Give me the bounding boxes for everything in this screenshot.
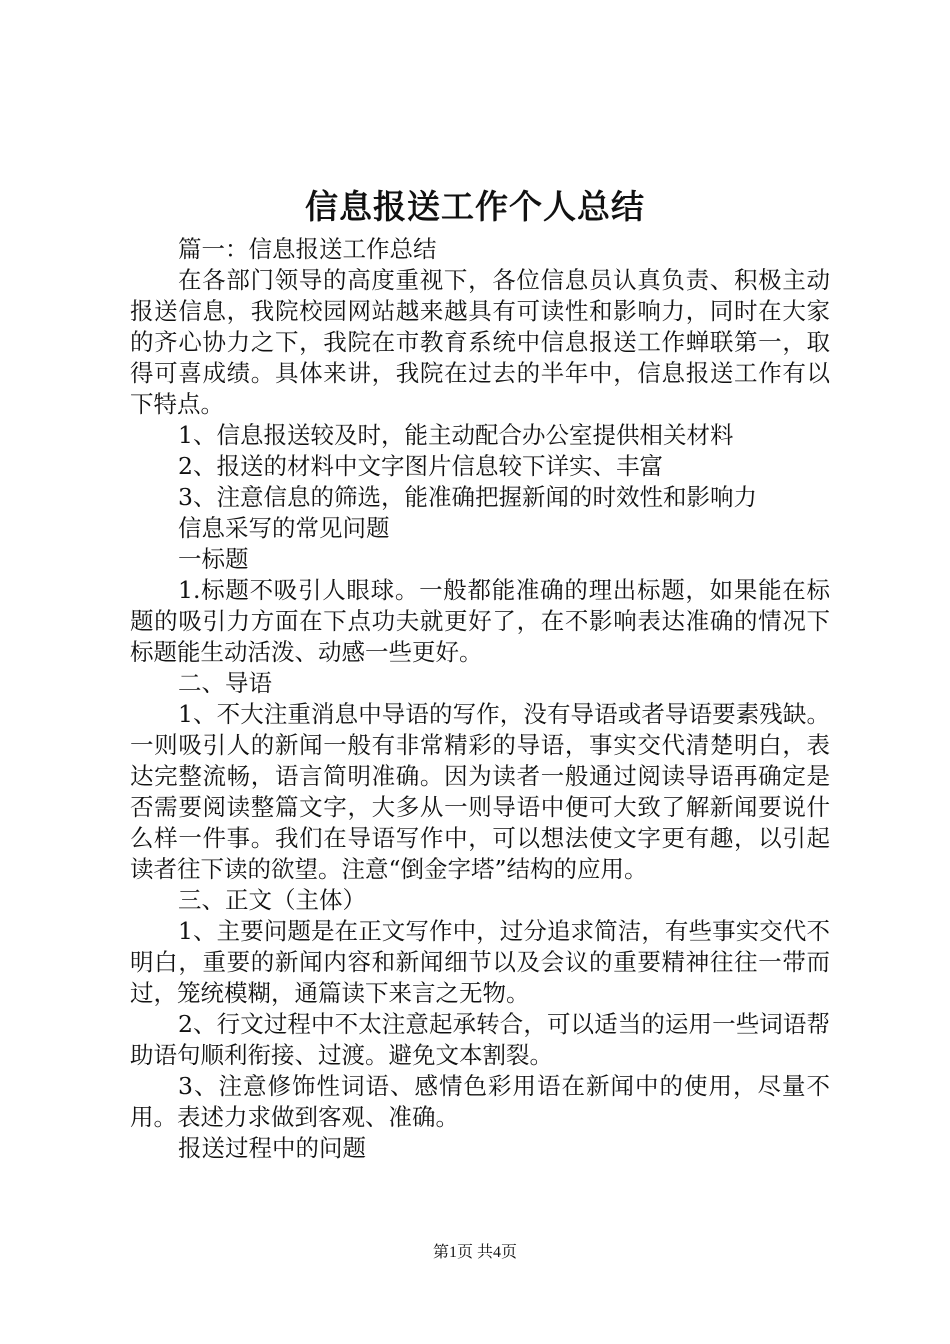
section-heading-submission-problems: 报送过程中的问题 (178, 1134, 366, 1162)
intro-paragraph: 在各部门领导的高度重视下，各位信息员认真负责、积极主动报送信息，我院校园网站越来越具有可读性和影响力，同时在大家的齐心协力之下，我院在市教育系统中信息报送工作蝉联第一，取得可喜成绩。具体来讲，我院在过去的半年中，信息报送工作有以下特点。 (130, 266, 830, 418)
body-problem-3: 3、注意修饰性词语、感情色彩用语在新闻中的使用，尽量不用。表述力求做到客观、准确。 (130, 1072, 830, 1131)
section-heading-common-problems: 信息采写的常见问题 (178, 514, 390, 542)
document-title: 信息报送工作个人总结 (305, 187, 645, 226)
lead-problem-paragraph: 1、不大注重消息中导语的写作，没有导语或者导语要素残缺。一则吸引人的新闻一般有非常精彩的导语，事实交代清楚明白，表达完整流畅，语言简明准确。因为读者一般通过阅读导语再确定是否需要阅读整篇文字，大多从一则导语中便可大致了解新闻要说什么样一件事。我们在导语写作中，可以想法使文字更有趣，以引起读者往下读的欲望。注意“倒金字塔”结构的应用。 (130, 700, 830, 883)
subheading-lead: 二、导语 (178, 669, 272, 697)
subheading-body: 三、正文（主体） (178, 886, 366, 914)
title-problem-paragraph: 1.标题不吸引人眼球。一般都能准确的理出标题，如果能在标题的吸引力方面在下点功夫就更好了，在不影响表达准确的情况下标题能生动活泼、动感一些更好。 (130, 576, 830, 666)
feature-item-3: 3、注意信息的筛选，能准确把握新闻的时效性和影响力 (178, 483, 757, 511)
feature-item-2: 2、报送的材料中文字图片信息较下详实、丰富 (178, 452, 663, 480)
page-number-footer: 第1页 共4页 (432, 1244, 517, 1261)
feature-item-1: 1、信息报送较及时，能主动配合办公室提供相关材料 (178, 421, 734, 449)
subheading-title: 一标题 (178, 545, 249, 573)
document-body (130, 234, 830, 1164)
body-problem-1: 1、主要问题是在正文写作中，过分追求简洁，有些事实交代不明白，重要的新闻内容和新闻细节以及会议的重要精神往往一带而过，笼统模糊，通篇读下来言之无物。 (130, 917, 830, 1007)
section-heading-article-1: 篇一：信息报送工作总结 (178, 235, 437, 263)
body-problem-2: 2、行文过程中不太注意起承转合，可以适当的运用一些词语帮助语句顺利衔接、过渡。避免文本割裂。 (130, 1010, 830, 1069)
